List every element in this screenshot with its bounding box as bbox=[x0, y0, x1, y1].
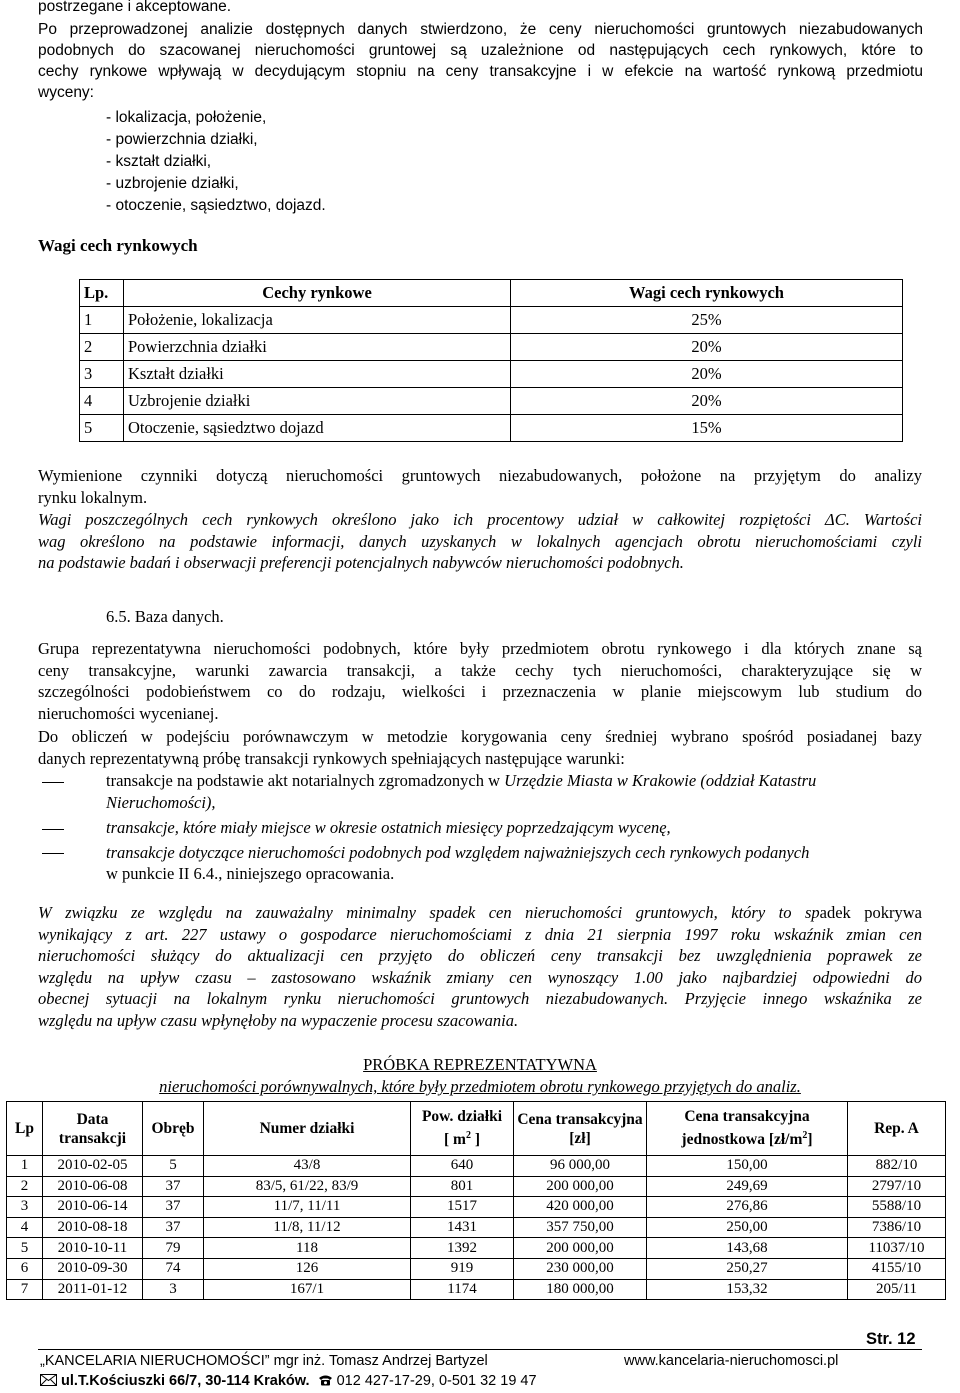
dash-bullet bbox=[42, 782, 64, 783]
header-cell bbox=[411, 1102, 514, 1156]
text-line: nieruchomości wycenianej. bbox=[38, 703, 219, 723]
table-cell: 15% bbox=[511, 415, 903, 442]
weights-heading: Wagi cech rynkowych bbox=[38, 236, 198, 255]
list-item-continued: w punkcie II 6.4., niniejszego opracowania. bbox=[106, 864, 395, 883]
table-cell: 230 000,00 bbox=[514, 1258, 647, 1279]
dash-bullet bbox=[42, 853, 64, 854]
weights-table bbox=[79, 279, 903, 442]
table-cell: 43/8 bbox=[204, 1156, 411, 1177]
table-row bbox=[80, 388, 903, 415]
normal-run: adek pokrywa bbox=[819, 903, 922, 922]
footer-website: www.kancelaria-nieruchomosci.pl bbox=[624, 1353, 839, 1369]
header-text: Cena transakcyjna bbox=[684, 1108, 810, 1126]
footer-contact bbox=[40, 1373, 537, 1389]
table-cell: 11037/10 bbox=[848, 1238, 946, 1259]
table-cell: 250,00 bbox=[647, 1217, 848, 1238]
text-line: względu na upływ czasu – zastosowano wskaźnik zmiany cen wynoszący 1.00 jako najbardziej odpowiedni do bbox=[38, 967, 922, 987]
trend-paragraph bbox=[38, 902, 922, 1031]
header-cell: Cechy rynkowe bbox=[124, 280, 511, 307]
footer-rule bbox=[38, 1349, 922, 1350]
table-cell: 7386/10 bbox=[848, 1217, 946, 1238]
analysis-paragraph bbox=[38, 19, 923, 103]
list-item bbox=[42, 770, 922, 792]
table-cell: 2010-08-18 bbox=[43, 1217, 143, 1238]
text-line: Wagi poszczególnych cech rynkowych określono jako ich procentowy udział w całkowitej rozpiętości ΔC. Wartości bbox=[38, 510, 922, 529]
table-cell: 1517 bbox=[411, 1197, 514, 1218]
table-cell: 79 bbox=[143, 1238, 204, 1259]
table-row bbox=[80, 361, 903, 388]
table-cell: 5 bbox=[80, 415, 124, 442]
weights-note bbox=[38, 509, 922, 574]
sample-table-body bbox=[7, 1156, 946, 1300]
header-cell: Obręb bbox=[143, 1102, 204, 1156]
table-cell: 3 bbox=[143, 1279, 204, 1300]
table-cell: 37 bbox=[143, 1217, 204, 1238]
sample-subtitle: nieruchomości porównywalnych, które były przedmiotem obrotu rynkowego przyjętych do analiz. bbox=[159, 1077, 801, 1096]
table-cell: 2 bbox=[7, 1176, 43, 1197]
table-cell: 2010-10-11 bbox=[43, 1238, 143, 1259]
text-line: szczególności podobieństwem co do rodzaju, wielkości i przeznaczenia w planie miejscowym lub studium do bbox=[38, 682, 922, 701]
analysis-line: wyceny: bbox=[38, 84, 94, 101]
table-cell: 4155/10 bbox=[848, 1258, 946, 1279]
features-list bbox=[106, 107, 326, 217]
condition-text: transakcje na podstawie akt notarialnych zgromadzonych w bbox=[106, 771, 505, 790]
table-cell: 640 bbox=[411, 1156, 514, 1177]
table-cell: 118 bbox=[204, 1238, 411, 1259]
table-row bbox=[7, 1217, 946, 1238]
text-line: obecnej sytuacji na lokalnym rynku nieruchomości gruntowych niezabudowanych. Przyjęcie innego wskaźnika ze bbox=[38, 989, 922, 1008]
analysis-line: Po przeprowadzonej analizie dostępnych danych stwierdzono, że ceny nieruchomości gruntowych niezabudowanych bbox=[38, 21, 923, 38]
table-cell: 801 bbox=[411, 1176, 514, 1197]
text-line: danych reprezentatywną próbę transakcji rynkowych spełniających następujące warunki: bbox=[38, 748, 625, 768]
table-cell: Otoczenie, sąsiedztwo dojazd bbox=[124, 415, 511, 442]
condition-text: Urzędzie Miasta w Krakowie (oddział Katastru bbox=[504, 771, 817, 790]
table-cell: 25% bbox=[511, 307, 903, 334]
italic-run: W związku ze względu na zauważalny minimalny spadek cen nieruchomości gruntowych, który to sp bbox=[38, 903, 820, 922]
header-cell: Data transakcji bbox=[43, 1102, 143, 1156]
table-cell: Położenie, lokalizacja bbox=[124, 307, 511, 334]
table-cell: 420 000,00 bbox=[514, 1197, 647, 1218]
table-header-row bbox=[80, 280, 903, 307]
table-row bbox=[7, 1258, 946, 1279]
sample-table bbox=[6, 1101, 946, 1300]
text-line: Wymienione czynniki dotyczą nieruchomości gruntowych niezabudowanych, położone na przyjętym do analizy bbox=[38, 466, 922, 485]
table-cell: 205/11 bbox=[848, 1279, 946, 1300]
table-cell: 153,32 bbox=[647, 1279, 848, 1300]
list-item bbox=[42, 817, 922, 839]
header-text: ] bbox=[470, 1131, 480, 1149]
list-item: - uzbrojenie działki, bbox=[106, 175, 239, 192]
dash-bullet bbox=[42, 829, 64, 830]
table-cell: 20% bbox=[511, 361, 903, 388]
table-cell: 6 bbox=[7, 1258, 43, 1279]
table-cell: 3 bbox=[80, 361, 124, 388]
table-row bbox=[80, 334, 903, 361]
analysis-line: cechy rynkowe wpływają w decydującym stopniu na ceny transakcyjne i w efekcie na wartość rynkową przedmiotu bbox=[38, 63, 923, 80]
table-row bbox=[7, 1279, 946, 1300]
header-cell: Numer działki bbox=[204, 1102, 411, 1156]
text-line: na podstawie badań i obserwacji preferencji potencjalnych nabywców nieruchomości podobnych. bbox=[38, 553, 684, 572]
table-cell: 5588/10 bbox=[848, 1197, 946, 1218]
table-cell: 4 bbox=[80, 388, 124, 415]
text-line: wynikający z art. 227 ustawy o gospodarce nieruchomościami z dnia 21 sierpnia 1997 roku wskaźnik zmian cen bbox=[38, 924, 922, 944]
header-cell bbox=[647, 1102, 848, 1156]
table-cell: 249,69 bbox=[647, 1176, 848, 1197]
table-cell: 919 bbox=[411, 1258, 514, 1279]
header-cell: Rep. A bbox=[848, 1102, 946, 1156]
table-cell: 250,27 bbox=[647, 1258, 848, 1279]
table-row bbox=[80, 415, 903, 442]
table-cell: 5 bbox=[7, 1238, 43, 1259]
table-cell: 83/5, 61/22, 83/9 bbox=[204, 1176, 411, 1197]
table-cell: 11/8, 11/12 bbox=[204, 1217, 411, 1238]
text-line: nieruchomości służący do aktualizacji cen przyjęto do obliczeń ceny transakcji bez uwzględnienia poprawek ze bbox=[38, 946, 922, 965]
text-line: wag określono na podstawie informacji, danych uzyskanych w lokalnych agencjach obrotu nieruchomościami czyli bbox=[38, 531, 922, 551]
section-heading: 6.5. Baza danych. bbox=[106, 607, 224, 626]
footer-company: „KANCELARIA NIERUCHOMOŚCI” mgr inż. Tomasz Andrzej Bartyzel bbox=[40, 1353, 488, 1369]
table-cell: 150,00 bbox=[647, 1156, 848, 1177]
text-line: względu na upływ czasu wpłynęłoby na wypaczenie procesu szacowania. bbox=[38, 1010, 519, 1030]
table-row bbox=[7, 1156, 946, 1177]
table-cell: 11/7, 11/11 bbox=[204, 1197, 411, 1218]
header-text: ] bbox=[807, 1131, 813, 1149]
table-cell: Kształt działki bbox=[124, 361, 511, 388]
table-cell: 96 000,00 bbox=[514, 1156, 647, 1177]
text-line: Grupa reprezentatywna nieruchomości podobnych, które były przedmiotem obrotu rynkowego i dla których znane są bbox=[38, 639, 922, 658]
text-line: Do obliczeń w podejściu porównawczym w metodzie korygowania ceny średniej wybrano spośród posiadanej bazy bbox=[38, 727, 922, 746]
database-paragraph-2 bbox=[38, 726, 922, 769]
sample-title: PRÓBKA REPREZENTATYWNA bbox=[363, 1055, 597, 1074]
table-row bbox=[7, 1176, 946, 1197]
table-cell: 180 000,00 bbox=[514, 1279, 647, 1300]
conditions-list bbox=[42, 770, 922, 885]
page-number: Str. 12 bbox=[866, 1330, 916, 1348]
table-cell: 37 bbox=[143, 1176, 204, 1197]
table-cell: 1 bbox=[7, 1156, 43, 1177]
table-cell: 2010-09-30 bbox=[43, 1258, 143, 1279]
table-header-row bbox=[7, 1102, 946, 1156]
table-cell: 5 bbox=[143, 1156, 204, 1177]
header-cell: Wagi cech rynkowych bbox=[511, 280, 903, 307]
table-row bbox=[7, 1197, 946, 1218]
condition-text: transakcje dotyczące nieruchomości podobnych pod względem najważniejszych cech rynkowych podanych bbox=[106, 842, 810, 862]
list-item bbox=[42, 842, 922, 864]
list-item: - powierzchnia działki, bbox=[106, 131, 258, 148]
table-row bbox=[80, 307, 903, 334]
table-cell: 1392 bbox=[411, 1238, 514, 1259]
table-cell: 200 000,00 bbox=[514, 1238, 647, 1259]
list-item: - kształt działki, bbox=[106, 153, 212, 170]
intro-fragment: postrzegane i akceptowane. bbox=[38, 0, 232, 15]
table-cell: 20% bbox=[511, 334, 903, 361]
list-item-continued: Nieruchomości), bbox=[106, 792, 216, 812]
text-line bbox=[38, 902, 922, 924]
header-text: Pow. działki bbox=[421, 1108, 503, 1126]
table-cell: 200 000,00 bbox=[514, 1176, 647, 1197]
table-row bbox=[7, 1238, 946, 1259]
table-cell: 20% bbox=[511, 388, 903, 415]
text-line: rynku lokalnym. bbox=[38, 487, 148, 507]
table-cell: 882/10 bbox=[848, 1156, 946, 1177]
header-cell: Lp. bbox=[80, 280, 124, 307]
factors-note bbox=[38, 465, 922, 508]
list-item: - otoczenie, sąsiedztwo, dojazd. bbox=[106, 197, 326, 214]
table-cell: 1431 bbox=[411, 1217, 514, 1238]
header-text: 2 bbox=[802, 1130, 808, 1142]
table-cell: 2797/10 bbox=[848, 1176, 946, 1197]
table-cell: 7 bbox=[7, 1279, 43, 1300]
list-item: - lokalizacja, położenie, bbox=[106, 109, 267, 126]
table-cell: 143,68 bbox=[647, 1238, 848, 1259]
envelope-icon bbox=[40, 1374, 57, 1386]
table-cell: 2011-01-12 bbox=[43, 1279, 143, 1300]
header-text: 2 bbox=[465, 1130, 471, 1142]
condition-text: transakcje, które miały miejsce w okresie ostatnich miesięcy poprzedzającym wycenę, bbox=[106, 818, 671, 837]
table-cell: 167/1 bbox=[204, 1279, 411, 1300]
table-cell: 276,86 bbox=[647, 1197, 848, 1218]
table-cell: 37 bbox=[143, 1197, 204, 1218]
footer-address: ul.T.Kościuszki 66/7, 30-114 Kraków. bbox=[61, 1373, 310, 1389]
table-cell: Uzbrojenie działki bbox=[124, 388, 511, 415]
table-cell: 126 bbox=[204, 1258, 411, 1279]
analysis-line: podobnych do szacowanej nieruchomości gruntowej są uzależnione od następujących cech rynkowych, które to bbox=[38, 42, 923, 59]
header-cell: Cena transakcyjna [zł] bbox=[514, 1102, 647, 1156]
table-cell: 4 bbox=[7, 1217, 43, 1238]
footer-phones: 012 427-17-29, 0-501 32 19 47 bbox=[336, 1373, 537, 1389]
telephone-icon bbox=[318, 1374, 333, 1386]
table-cell: 2 bbox=[80, 334, 124, 361]
table-cell: 3 bbox=[7, 1197, 43, 1218]
text-line: ceny transakcyjne, warunki zawarcia transakcji, a także cechy tych nieruchomości, charakteryzujące się w bbox=[38, 660, 922, 680]
table-cell: 2010-02-05 bbox=[43, 1156, 143, 1177]
header-text: [ m bbox=[444, 1131, 466, 1149]
table-cell: 2010-06-08 bbox=[43, 1176, 143, 1197]
header-cell: Lp bbox=[7, 1102, 43, 1156]
table-cell: 2010-06-14 bbox=[43, 1197, 143, 1218]
database-paragraph bbox=[38, 638, 922, 724]
table-cell: 357 750,00 bbox=[514, 1217, 647, 1238]
table-cell: 1174 bbox=[411, 1279, 514, 1300]
header-text: jednostkowa [zł/m bbox=[681, 1131, 803, 1149]
table-cell: Powierzchnia działki bbox=[124, 334, 511, 361]
table-cell: 1 bbox=[80, 307, 124, 334]
table-cell: 74 bbox=[143, 1258, 204, 1279]
